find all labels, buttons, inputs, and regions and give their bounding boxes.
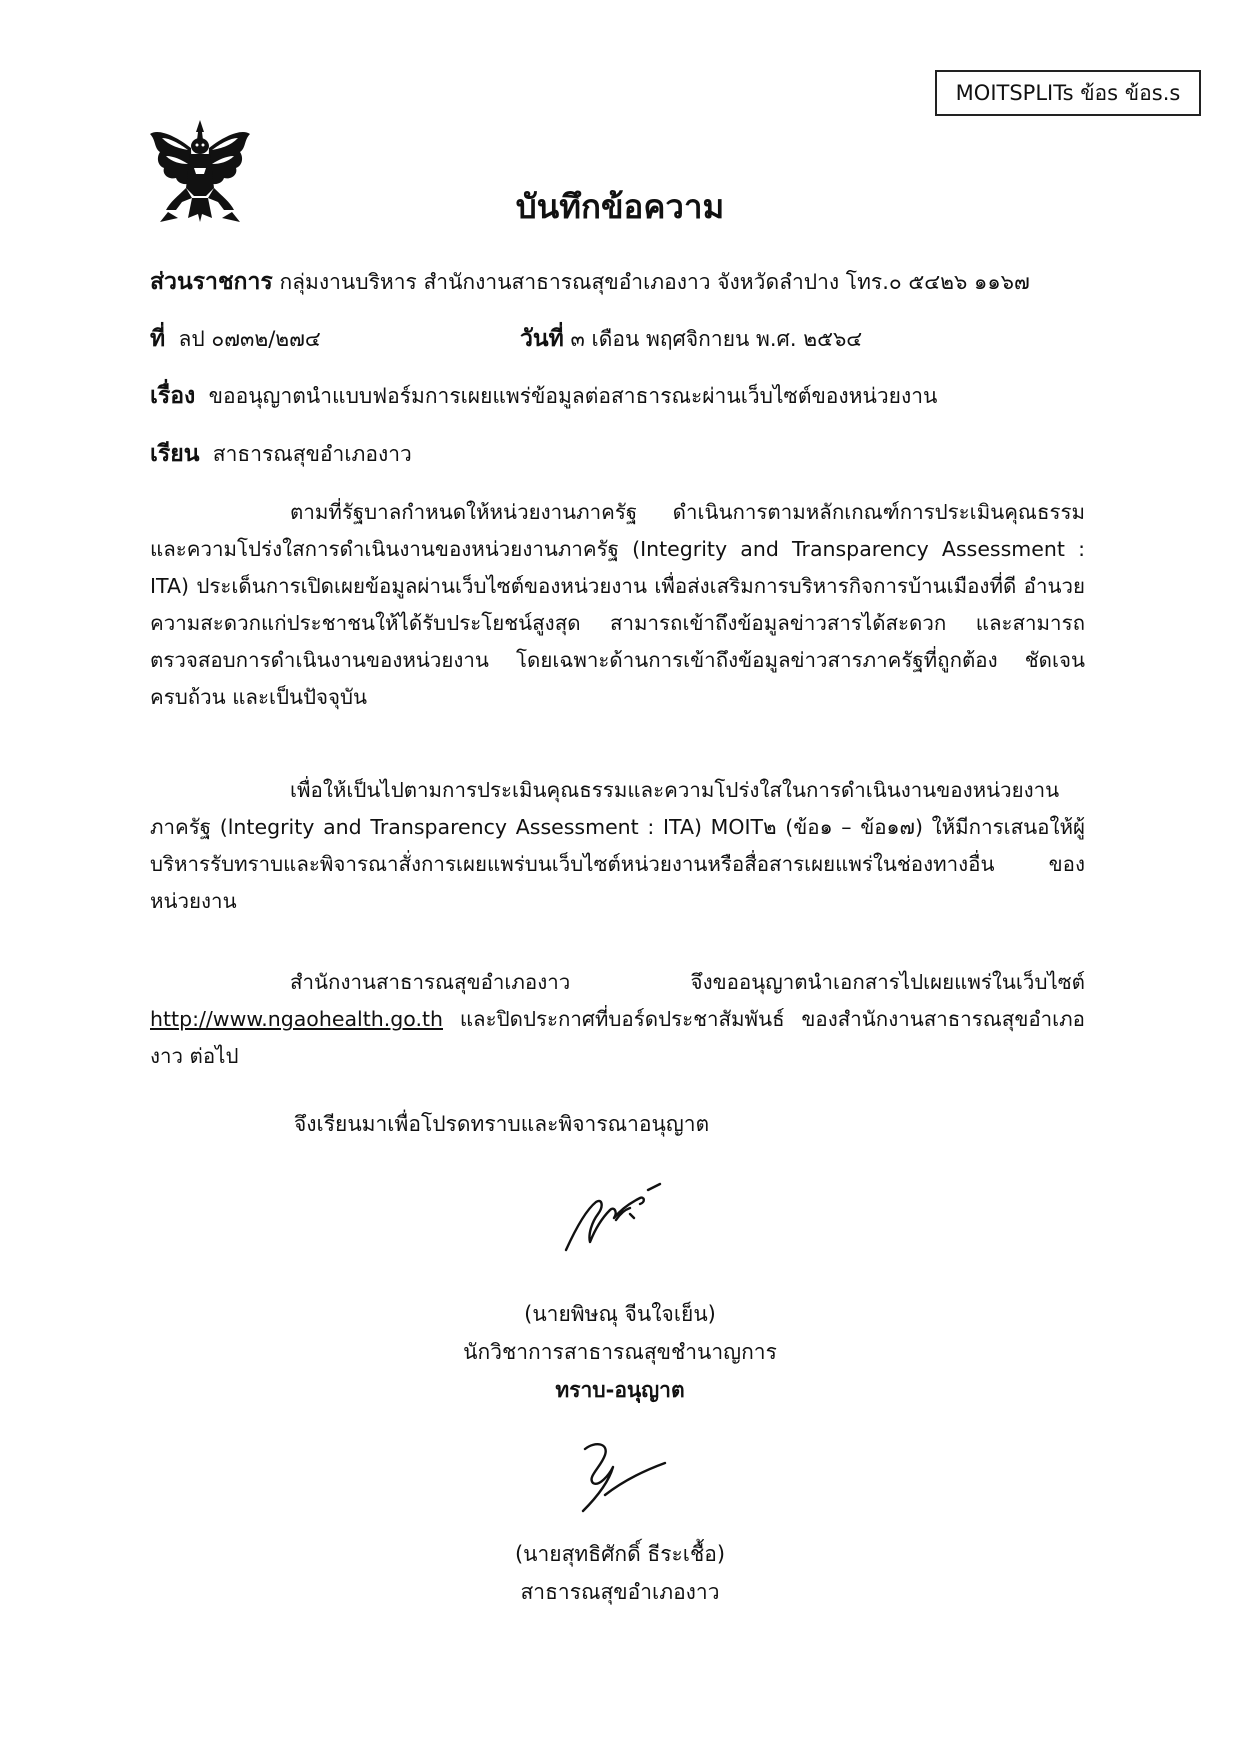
reference-code: MOITSPLITs ข้อs ข้อs.s — [955, 81, 1181, 105]
date-label: วันที่ — [520, 326, 564, 352]
signer-2-name: (นายสุทธิศักดิ์ ธีระเชื้อ) — [514, 1542, 726, 1566]
signature-1 — [560, 1180, 670, 1260]
addressee-value: สาธารณสุขอำเภองาว — [212, 442, 412, 466]
approval-note: ทราบ-อนุญาต — [555, 1378, 685, 1402]
ref-label: ที่ — [150, 326, 166, 352]
closing-line: จึงเรียนมาเพื่อโปรดทราบและพิจารณาอนุญาต — [294, 1112, 710, 1136]
paragraph-2 — [150, 772, 1085, 920]
addressee-row — [150, 436, 412, 472]
signer-2-position: สาธารณสุขอำเภองาว — [520, 1580, 720, 1604]
signer-2-block — [430, 1535, 810, 1611]
date-value: ๓ เดือน พฤศจิกายน พ.ศ. ๒๕๖๔ — [570, 327, 863, 351]
paragraph-3-rest: และปิดประกาศที่บอร์ดประชาสัมพันธ์ ของสำนักงานสาธารณสุขอำเภองาว ต่อไป — [150, 1007, 1085, 1068]
division-row — [150, 264, 1030, 300]
memo-title: บันทึกข้อความ — [515, 187, 725, 226]
signature-2 — [565, 1435, 675, 1515]
signer-1-position: นักวิชาการสาธารณสุขชำนาญการ — [463, 1340, 777, 1364]
division-label: ส่วนราชการ — [150, 269, 273, 295]
division-value: กลุ่มงานบริหาร สำนักงานสาธารณสุขอำเภองาว จังหวัดลำปาง โทร.๐ ๕๔๒๖ ๑๑๖๗ — [279, 270, 1030, 294]
paragraph-3-intro: สำนักงานสาธารณสุขอำเภองาว จึงขออนุญาตนำเอกสารไปเผยแพร่ในเว็บไซต์ — [290, 970, 1085, 994]
subject-label: เรื่อง — [150, 383, 196, 409]
website-link[interactable]: http://www.ngaohealth.go.th — [150, 1007, 443, 1031]
reference-box — [935, 70, 1201, 116]
ref-value: ลป ๐๗๓๒/๒๗๔ — [178, 327, 321, 351]
signer-1-name: (นายพิษณุ จีนใจเย็น) — [524, 1302, 716, 1326]
subject-value: ขออนุญาตนำแบบฟอร์มการเผยแพร่ข้อมูลต่อสาธารณะผ่านเว็บไซต์ของหน่วยงาน — [208, 384, 938, 408]
reference-date-row — [150, 321, 1050, 357]
paragraph-3-text — [150, 964, 1085, 1075]
date-field — [520, 321, 862, 357]
paragraph-2-text: เพื่อให้เป็นไปตามการประเมินคุณธรรมและความโปร่งใสในการดำเนินงานของหน่วยงานภาครัฐ (lntegrity and Transparency Assessment : ITA) MOIT๒ (ข้อ๑ – ข้อ๑๗) ให้มีการเสนอให้ผู้บริหารรับทราบและพิจารณาสั่งการเผยแพร่บนเว็บไซต์หน่วยงานหรือสื่อสารเผยแพร่ในช่องทางอื่น ของหน่วยงาน — [150, 778, 1085, 913]
signer-1-block — [430, 1295, 810, 1409]
paragraph-1-text: ตามที่รัฐบาลกำหนดให้หน่วยงานภาครัฐ ดำเนินการตามหลักเกณฑ์การประเมินคุณธรรม และความโปร่งใสการดำเนินงานของหน่วยงานภาครัฐ (Integrity and Transparency Assessment : ITA) ประเด็นการเปิดเผยข้อมูลผ่านเว็บไซต์ของหน่วยงาน เพื่อส่งเสริมการบริหารกิจการบ้านเมืองที่ดี อำนวยความสะดวกแก่ประชาชนให้ได้รับประโยชน์สูงสุด สามารถเข้าถึงข้อมูลข่าวสารได้สะดวก และสามารถตรวจสอบการดำเนินงานของหน่วยงาน โดยเฉพาะด้านการเข้าถึงข้อมูลข่าวสารภาครัฐที่ถูกต้อง ชัดเจน ครบถ้วน และเป็นปัจจุบัน — [150, 500, 1085, 709]
paragraph-3 — [150, 964, 1085, 1075]
paragraph-1 — [150, 494, 1085, 716]
addressee-label: เรียน — [150, 441, 200, 467]
subject-row — [150, 378, 937, 414]
